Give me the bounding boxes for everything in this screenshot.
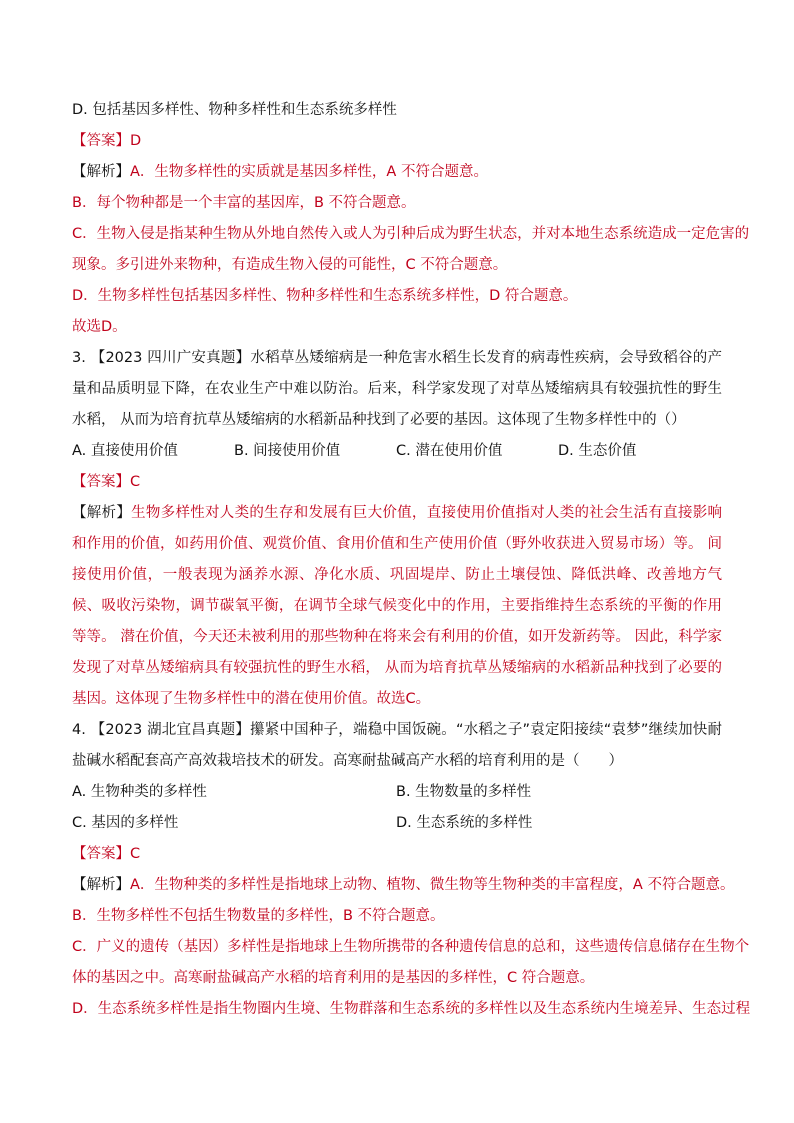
prev-analysis-d: D．生物多样性包括基因多样性、物种多样性和生态系统多样性，D 符合题意。 [72, 288, 578, 304]
prev-option-d: D. 包括基因多样性、物种多样性和生态系统多样性 [72, 102, 397, 118]
question-4-stem: 4. 【2023 湖北宜昌真题】攥紧中国种子，端稳中国饭碗。“水稻之子”袁定阳接续“袁梦”继续加快耐盐碱水稻配套高产高效栽培技术的研发。高寒耐盐碱高产水稻的培育利用的是（ ） [72, 722, 722, 769]
prev-analysis-a: 【解析】A．生物多样性的实质就是基因多样性，A 不符合题意。 [72, 164, 488, 180]
q4-answer: 【答案】C [72, 846, 141, 862]
q4-option-d: D. 生态系统的多样性 [396, 815, 533, 831]
prev-answer: 【答案】D [72, 133, 142, 149]
q4-option-b: B. 生物数量的多样性 [396, 784, 532, 800]
q3-option-c: C. 潜在使用价值 [396, 443, 503, 459]
prev-analysis-c-line1: C．生物入侵是指某种生物从外地自然传入或人为引种后成为野生状态，并对本地生态系统造成一定危害的 [72, 226, 750, 242]
q3-option-a: A. 直接使用价值 [72, 443, 178, 459]
question-3-options [72, 436, 722, 467]
prev-analysis-b: B．每个物种都是一个丰富的基因库，B 不符合题意。 [72, 195, 416, 211]
question-4-options-row2 [72, 808, 722, 839]
document-page [72, 95, 751, 1025]
q3-answer: 【答案】C [72, 474, 141, 490]
q4-analysis-c-line1: C．广义的遗传（基因）多样性是指地球上生物所携带的各种遗传信息的总和，这些遗传信息储存在生物个 [72, 939, 750, 955]
q3-option-b: B. 间接使用价值 [234, 443, 341, 459]
q4-analysis-a: 【解析】A．生物种类的多样性是指地球上动物、植物、微生物等生物种类的丰富程度，A 不符合题意。 [72, 877, 735, 893]
question-4-options-row1 [72, 777, 722, 808]
q3-option-d: D. 生态价值 [558, 443, 637, 459]
q4-analysis-c-line2: 体的基因之中。高寒耐盐碱高产水稻的培育利用的是基因的多样性，C 符合题意。 [72, 970, 595, 986]
question-3-stem: 3. 【2023 四川广安真题】水稻草丛矮缩病是一种危害水稻生长发育的病毒性疾病，会导致稻谷的产量和品质明显下降，在农业生产中难以防治。后来，科学家发现了对草丛矮缩病具有较强抗性的野生水稻， 从而为培育抗草丛矮缩病的水稻新品种找到了必要的基因。这体现了生物多样性中的（） [72, 350, 723, 428]
q3-analysis: 【解析】生物多样性对人类的生存和发展有巨大价值，直接使用价值指对人类的社会生活有直接影响和作用的价值，如药用价值、观赏价值、食用价值和生产使用价值（野外收获进入贸易市场）等。 间接使用价值，一般表现为涵养水源、净化水质、巩固堤岸、防止土壤侵蚀、降低洪峰、改善地方气候、吸收污染物，调节碳氧平衡，在调节全球气候变化中的作用，主要指维持生态系统的平衡的作用等等。 潜在价值，今天还未被利用的那些物种在将来会有利用的价值，如开发新药等。 因此，科学家发现了对草丛矮缩病具有较强抗性的野生水稻， 从而为培育抗草丛矮缩病的水稻新品种找到了必要的基因。这体现了生物多样性中的潜在使用价值。故选C。 [72, 505, 723, 707]
q4-option-a: A. 生物种类的多样性 [72, 784, 207, 800]
q4-analysis-d: D．生态系统多样性是指生物圈内生境、生物群落和生态系统的多样性以及生态系统内生境差异、生态过程 [72, 1001, 751, 1017]
prev-conclusion: 故选D。 [72, 319, 127, 335]
prev-analysis-c-line2: 现象。多引进外来物种，有造成生物入侵的可能性，C 不符合题意。 [72, 257, 508, 273]
q4-option-c: C. 基因的多样性 [72, 815, 179, 831]
q4-analysis-b: B．生物多样性不包括生物数量的多样性，B 不符合题意。 [72, 908, 445, 924]
